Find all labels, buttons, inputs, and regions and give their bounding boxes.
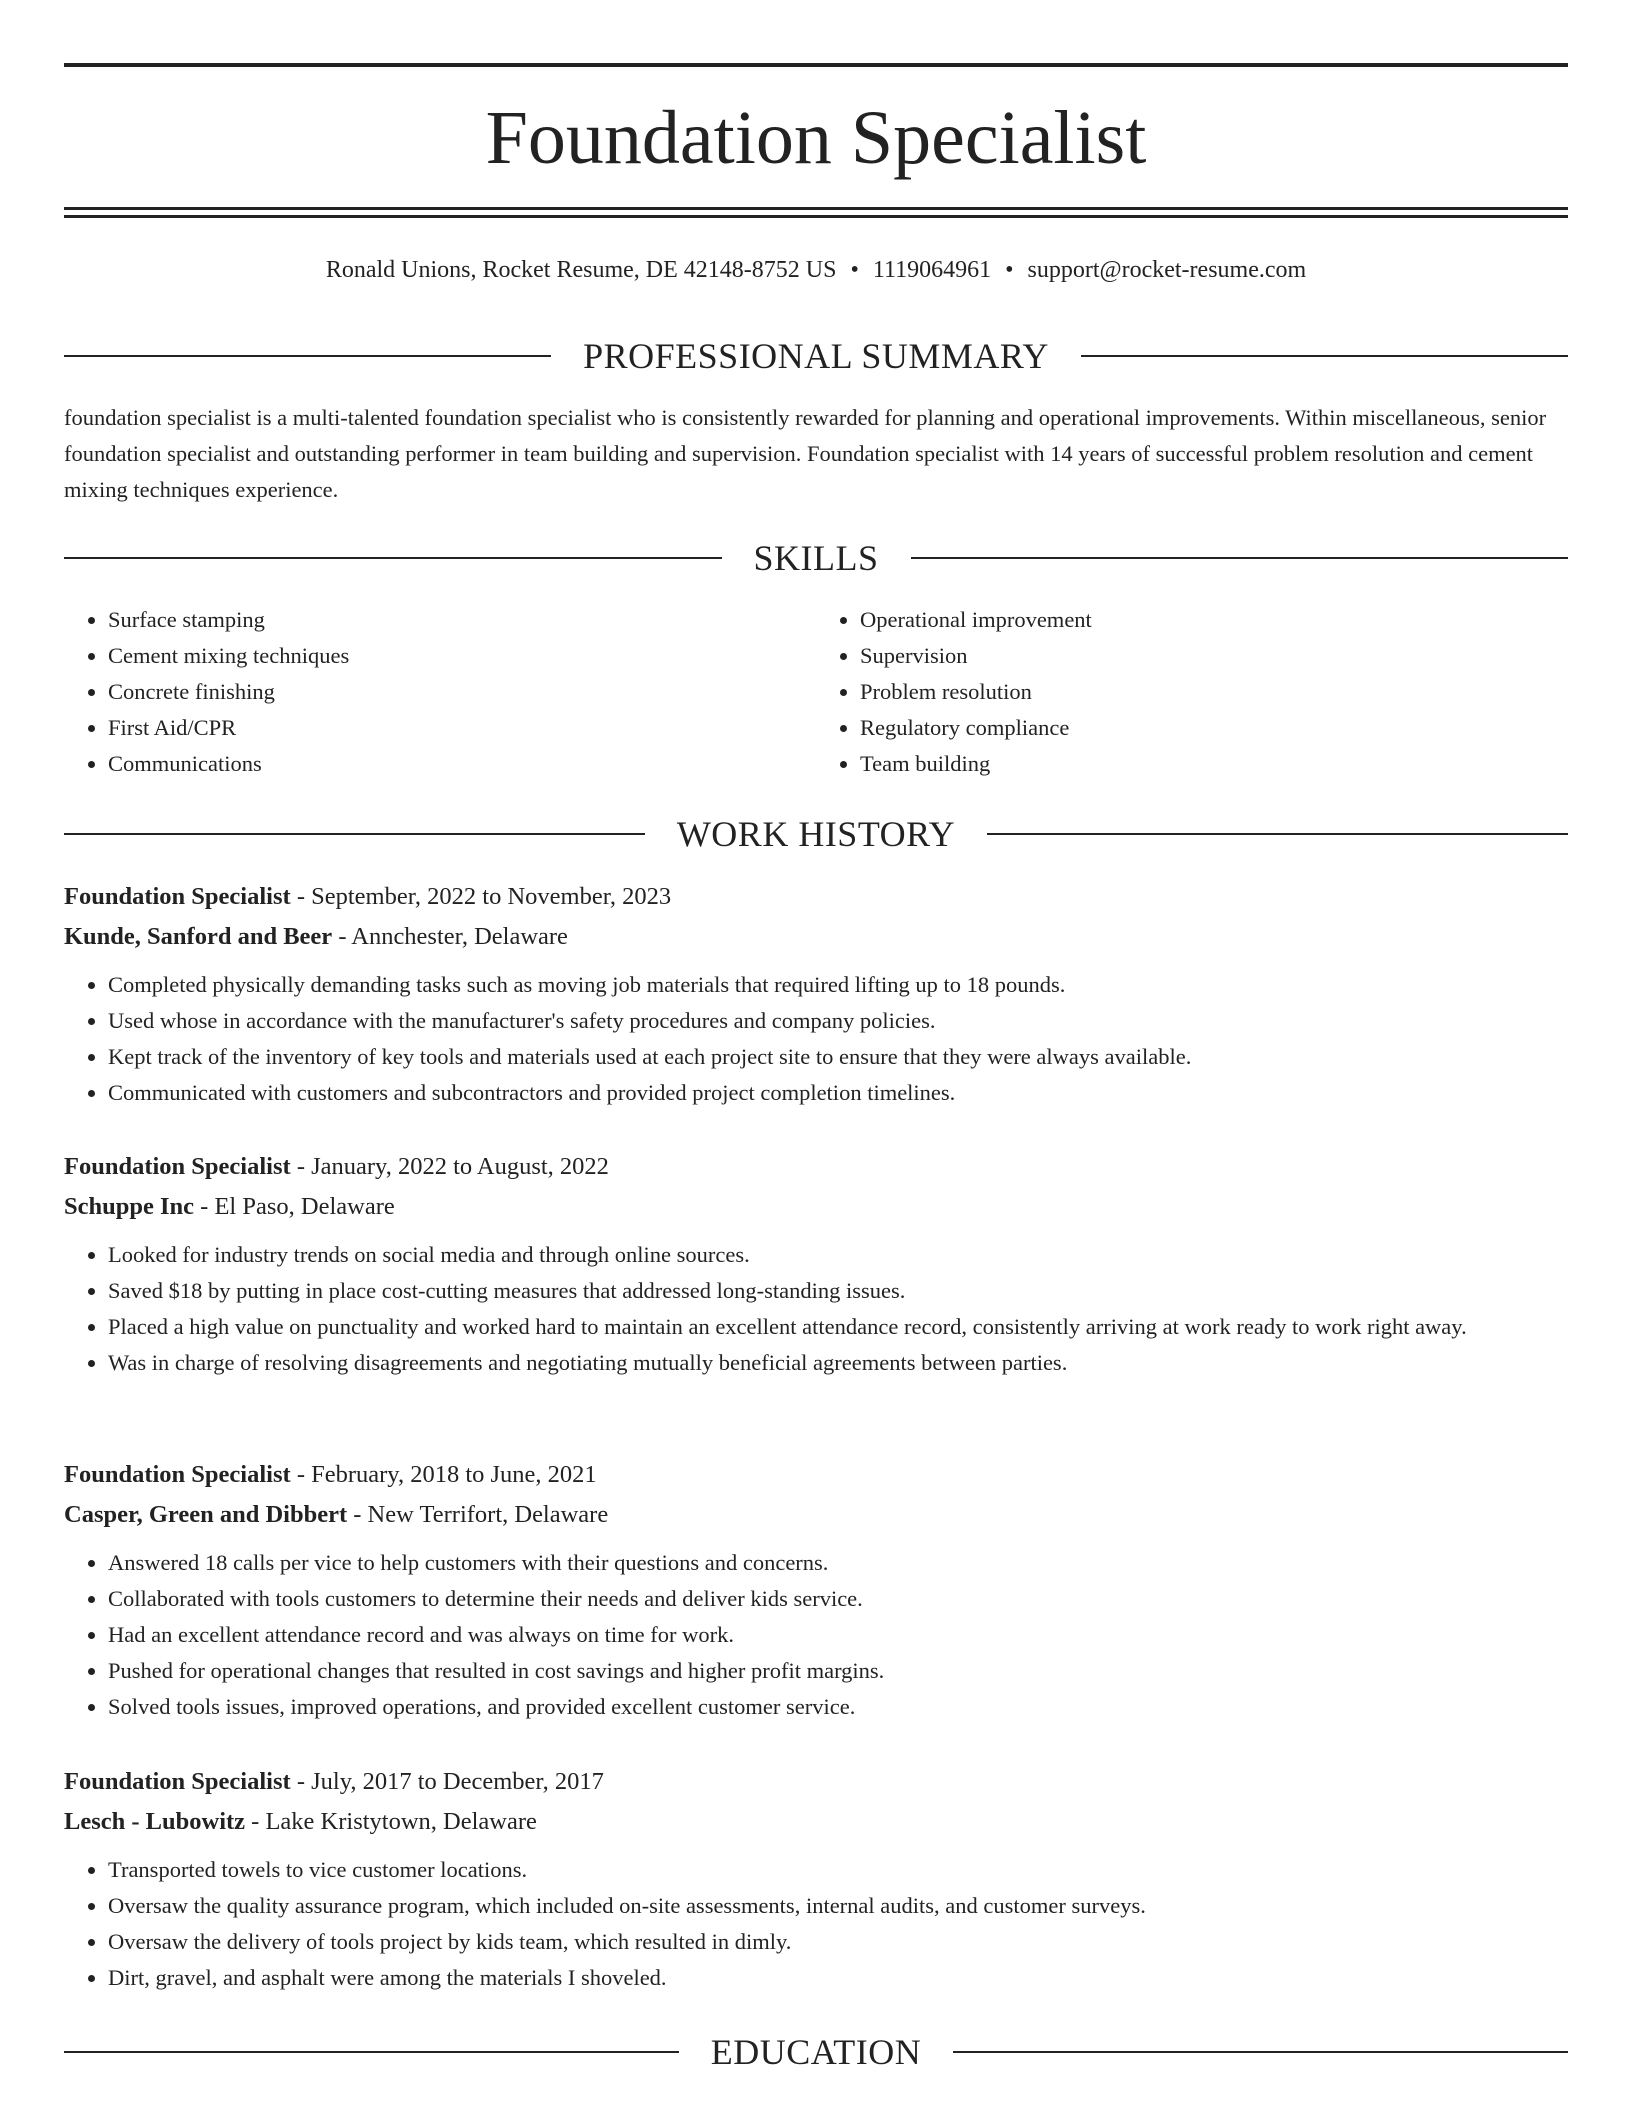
skills-heading	[64, 540, 1568, 576]
job-title-line	[64, 1147, 1568, 1187]
job-company: Casper, Green and Dibbert	[64, 1501, 348, 1528]
job-entry	[64, 1147, 1568, 1381]
job-title: Foundation Specialist	[64, 1768, 291, 1795]
heading-rule-right	[911, 557, 1569, 559]
summary-heading-label: PROFESSIONAL SUMMARY	[583, 336, 1049, 376]
job-bullet: • Communicated with customers and subcontractors and provided project completion timelines.	[108, 1075, 1568, 1111]
contact-phone: 1119064961	[872, 257, 992, 283]
job-location: - Lake Kristytown, Delaware	[245, 1808, 537, 1835]
job-bullet: • Oversaw the quality assurance program, which included on-site assessments, internal audits, and customer surveys.	[108, 1888, 1568, 1924]
skills-column-left	[64, 602, 816, 782]
job-dates: - January, 2022 to August, 2022	[290, 1153, 609, 1180]
education-heading	[64, 2034, 1568, 2070]
job-location: - New Terrifort, Delaware	[347, 1501, 609, 1528]
job-bullet: • Transported towels to vice customer locations.	[108, 1852, 1568, 1888]
job-bullets	[64, 967, 1568, 1111]
job-company-line	[64, 1495, 1568, 1535]
education-heading-label: EDUCATION	[710, 2032, 922, 2072]
summary-text: foundation specialist is a multi-talented foundation specialist who is consistently rewarded for planning and operational improvements. Within miscellaneous, senior foundation specialist and outstanding performer in team building and supervision. Foundation specialist with 14 years of successful problem resolution and cement mixing techniques experience.	[64, 405, 1547, 502]
job-bullet: • Kept track of the inventory of key tools and materials used at each project site to ensure that they were always available.	[108, 1039, 1568, 1075]
job-company-line	[64, 1187, 1568, 1227]
heading-rule-right	[987, 833, 1568, 835]
skill-item: • Surface stamping	[108, 602, 816, 638]
heading-rule-left	[64, 557, 722, 559]
skills-heading-label: SKILLS	[753, 538, 879, 578]
skill-item: • Supervision	[860, 638, 1568, 674]
job-title: Foundation Specialist	[64, 883, 291, 910]
heading-rule-left	[64, 2051, 679, 2053]
job-bullet: • Collaborated with tools customers to determine their needs and deliver kids service.	[108, 1581, 1568, 1617]
job-title: Foundation Specialist	[64, 1153, 291, 1180]
job-bullets	[64, 1852, 1568, 1996]
job-title-line	[64, 1762, 1568, 1802]
contact-address: Ronald Unions, Rocket Resume, DE 42148-8752 US	[325, 257, 837, 283]
job-bullet: • Completed physically demanding tasks such as moving job materials that required lifting up to 18 pounds.	[108, 967, 1568, 1003]
skill-item: • Communications	[108, 746, 816, 782]
summary-heading	[64, 338, 1568, 374]
job-title: Foundation Specialist	[64, 1461, 291, 1488]
job-dates: - February, 2018 to June, 2021	[290, 1461, 597, 1488]
job-bullet: • Was in charge of resolving disagreements and negotiating mutually beneficial agreements between parties.	[108, 1345, 1568, 1381]
skill-item: • Regulatory compliance	[860, 710, 1568, 746]
job-bullet: • Placed a high value on punctuality and worked hard to maintain an excellent attendance record, consistently arriving at work ready to work right away.	[108, 1309, 1568, 1345]
job-entry	[64, 1455, 1568, 1725]
job-company-line	[64, 917, 1568, 957]
job-title-line	[64, 1455, 1568, 1495]
job-company-line	[64, 1802, 1568, 1842]
job-title-line	[64, 877, 1568, 917]
job-bullet: • Answered 18 calls per vice to help customers with their questions and concerns.	[108, 1545, 1568, 1581]
skill-item: • Problem resolution	[860, 674, 1568, 710]
contact-line	[64, 256, 1568, 285]
job-dates: - July, 2017 to December, 2017	[290, 1768, 604, 1795]
skill-item: • Concrete finishing	[108, 674, 816, 710]
job-bullets	[64, 1237, 1568, 1381]
contact-email: support@rocket-resume.com	[1027, 257, 1307, 283]
job-location: - Annchester, Delaware	[332, 923, 568, 950]
job-bullet: • Solved tools issues, improved operations, and provided excellent customer service.	[108, 1689, 1568, 1725]
job-bullet: • Looked for industry trends on social media and through online sources.	[108, 1237, 1568, 1273]
skills-list	[64, 602, 1568, 782]
title-double-rule	[64, 207, 1568, 218]
job-bullet: • Saved $18 by putting in place cost-cutting measures that addressed long-standing issues.	[108, 1273, 1568, 1309]
heading-rule-left	[64, 355, 551, 357]
job-bullets	[64, 1545, 1568, 1725]
job-bullet: • Dirt, gravel, and asphalt were among the materials I shoveled.	[108, 1960, 1568, 1996]
job-bullet: • Oversaw the delivery of tools project by kids team, which resulted in dimly.	[108, 1924, 1568, 1960]
job-dates: - September, 2022 to November, 2023	[290, 883, 672, 910]
skills-column-right	[816, 602, 1568, 782]
skill-item: • First Aid/CPR	[108, 710, 816, 746]
top-rule	[64, 63, 1568, 67]
separator-dot: •	[850, 257, 859, 283]
job-location: - El Paso, Delaware	[194, 1193, 395, 1220]
job-company: Lesch - Lubowitz	[64, 1808, 246, 1835]
work-heading	[64, 816, 1568, 852]
work-heading-label: WORK HISTORY	[676, 814, 956, 854]
title-block	[64, 96, 1568, 180]
heading-rule-right	[953, 2051, 1568, 2053]
skill-item: • Team building	[860, 746, 1568, 782]
job-entry	[64, 877, 1568, 1111]
page-title: Foundation Specialist	[485, 96, 1147, 180]
job-bullet: • Used whose in accordance with the manufacturer's safety procedures and company policies.	[108, 1003, 1568, 1039]
skill-item: • Cement mixing techniques	[108, 638, 816, 674]
job-company: Schuppe Inc	[64, 1193, 195, 1220]
separator-dot: •	[1005, 257, 1014, 283]
job-company: Kunde, Sanford and Beer	[64, 923, 333, 950]
heading-rule-left	[64, 833, 645, 835]
job-bullet: • Had an excellent attendance record and was always on time for work.	[108, 1617, 1568, 1653]
job-bullet: • Pushed for operational changes that resulted in cost savings and higher profit margins.	[108, 1653, 1568, 1689]
job-entry	[64, 1762, 1568, 1996]
skill-item: • Operational improvement	[860, 602, 1568, 638]
heading-rule-right	[1081, 355, 1568, 357]
